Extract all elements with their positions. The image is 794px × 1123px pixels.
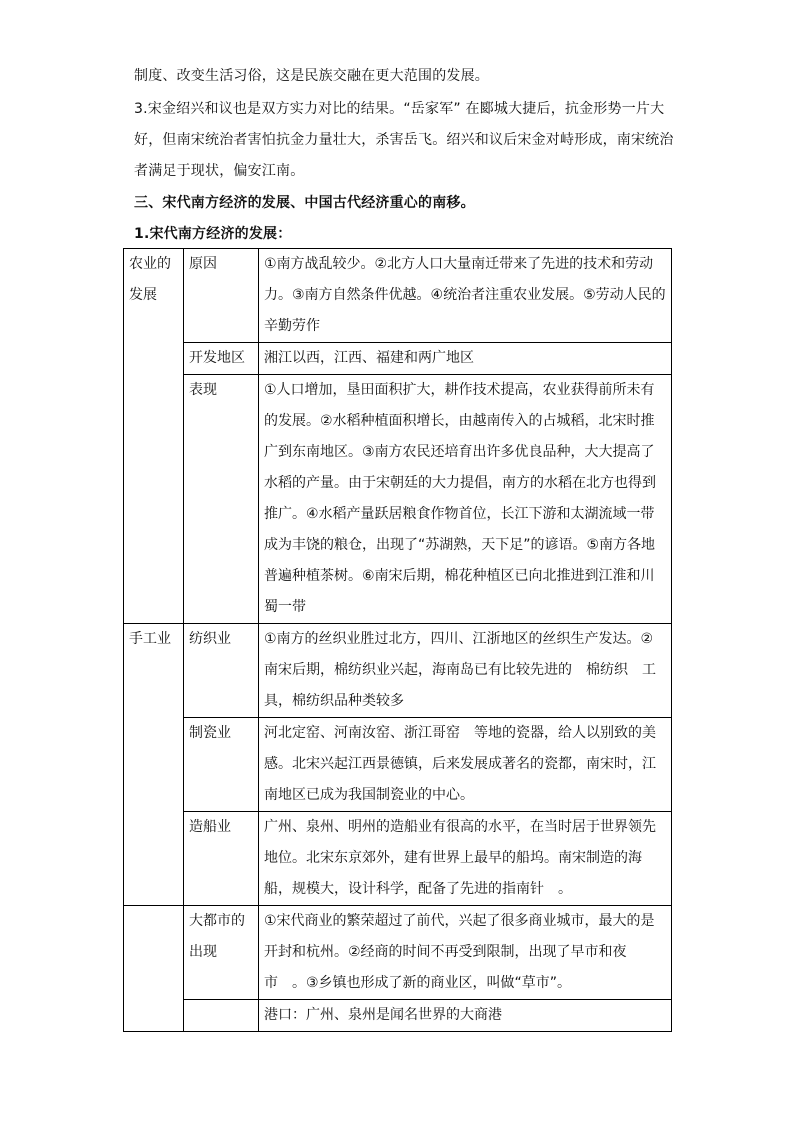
category-agriculture-cell <box>124 249 184 624</box>
label-cell <box>184 812 259 906</box>
table-row <box>124 343 672 375</box>
table-row <box>124 375 672 624</box>
label-cell <box>184 906 259 1000</box>
label-cell <box>184 343 259 375</box>
sub-heading: 1.宋代南方经济的发展： <box>134 226 292 242</box>
content-shipbuilding: 广州、泉州、明州的造船业有很高的水平，在当时居于世界领先地位。北宋东京郊外，建有世界上最早的船坞。南宋制造的海船，规模大，设计科学，配备了先进的指南针 。 <box>264 819 656 897</box>
label-region: 开发地区 <box>189 350 245 366</box>
category-commerce-cell <box>124 906 184 1032</box>
content-textile: ①南方的丝织业胜过北方，四川、江浙地区的丝织生产发达。②南宋后期，棉纺织业兴起，海南岛已有比较先进的 棉纺织 工具，棉纺织品种类较多 <box>264 631 656 709</box>
table-row <box>124 249 672 343</box>
intro-line-4: 者满足于现状，偏安江南。 <box>134 163 305 179</box>
content-cell <box>259 906 672 1000</box>
intro-line-1: 制度、改变生活习俗，这是民族交融在更大范围的发展。 <box>134 68 489 84</box>
category-handicraft-cell <box>124 624 184 906</box>
category-agriculture: 农业的发展 <box>129 256 171 303</box>
label-metropolis: 大都市的出现 <box>189 913 245 960</box>
label-shipbuilding: 造船业 <box>189 819 231 835</box>
label-cell <box>184 375 259 624</box>
content-performance: ①人口增加，垦田面积扩大，耕作技术提高，农业获得前所未有的发展。②水稻种植面积增长，由越南传入的占城稻，北宋时推广到东南地区。③南方农民还培育出许多优良品种，大大提高了水稻的产量。由于宋朝廷的大力提倡，南方的水稻在北方也得到推广。④水稻产量跃居粮食作物首位，长江下游和太湖流域一带成为丰饶的粮仓，出现了“苏湖熟，天下足”的谚语。⑤南方各地普遍种植茶树。⑥南宋后期，棉花种植区已向北推进到江淮和川蜀一带 <box>264 382 656 615</box>
label-cell <box>184 1000 259 1032</box>
intro-line-2: 3.宋金绍兴和议也是双方实力对比的结果。“岳家军” 在郾城大捷后，抗金形势一片大 <box>134 101 665 117</box>
content-metropolis: ①宋代商业的繁荣超过了前代，兴起了很多商业城市，最大的是开封和杭州。②经商的时间不再受到限制，出现了早市和夜市 。③乡镇也形成了新的商业区，叫做“草市”。 <box>264 913 655 991</box>
table-row <box>124 1000 672 1032</box>
content-region: 湘江以西，江西、福建和两广地区 <box>264 350 474 366</box>
label-cell <box>184 249 259 343</box>
content-cell <box>259 624 672 718</box>
intro-line-3: 好，但南宋统治者害怕抗金力量壮大，杀害岳飞。绍兴和议后宋金对峙形成，南宋统治 <box>134 132 674 148</box>
table-row <box>124 624 672 718</box>
label-reason: 原因 <box>189 256 217 272</box>
table-row <box>124 718 672 812</box>
label-porcelain: 制瓷业 <box>189 725 231 741</box>
table-row <box>124 812 672 906</box>
label-cell <box>184 624 259 718</box>
content-porcelain: 河北定窑、河南汝窑、浙江哥窑 等地的瓷器，给人以别致的美感。北宋兴起江西景德镇，后来发展成著名的瓷都，南宋时，江南地区已成为我国制瓷业的中心。 <box>264 725 656 803</box>
label-performance: 表现 <box>189 382 217 398</box>
content-cell <box>259 343 672 375</box>
category-handicraft: 手工业 <box>129 631 171 647</box>
content-reason: ①南方战乱较少。②北方人口大量南迁带来了先进的技术和劳动力。③南方自然条件优越。④统治者注重农业发展。⑤劳动人民的辛勤劳作 <box>264 256 666 334</box>
content-cell <box>259 1000 672 1032</box>
content-cell <box>259 249 672 343</box>
content-cell <box>259 375 672 624</box>
content-cell <box>259 718 672 812</box>
label-textile: 纺织业 <box>189 631 231 647</box>
section-heading: 三、宋代南方经济的发展、中国古代经济重心的南移。 <box>134 195 475 211</box>
content-cell <box>259 812 672 906</box>
content-port: 港口：广州、泉州是闻名世界的大商港 <box>264 1007 502 1023</box>
label-cell <box>184 718 259 812</box>
table-row <box>124 906 672 1000</box>
economy-table <box>123 248 672 1032</box>
